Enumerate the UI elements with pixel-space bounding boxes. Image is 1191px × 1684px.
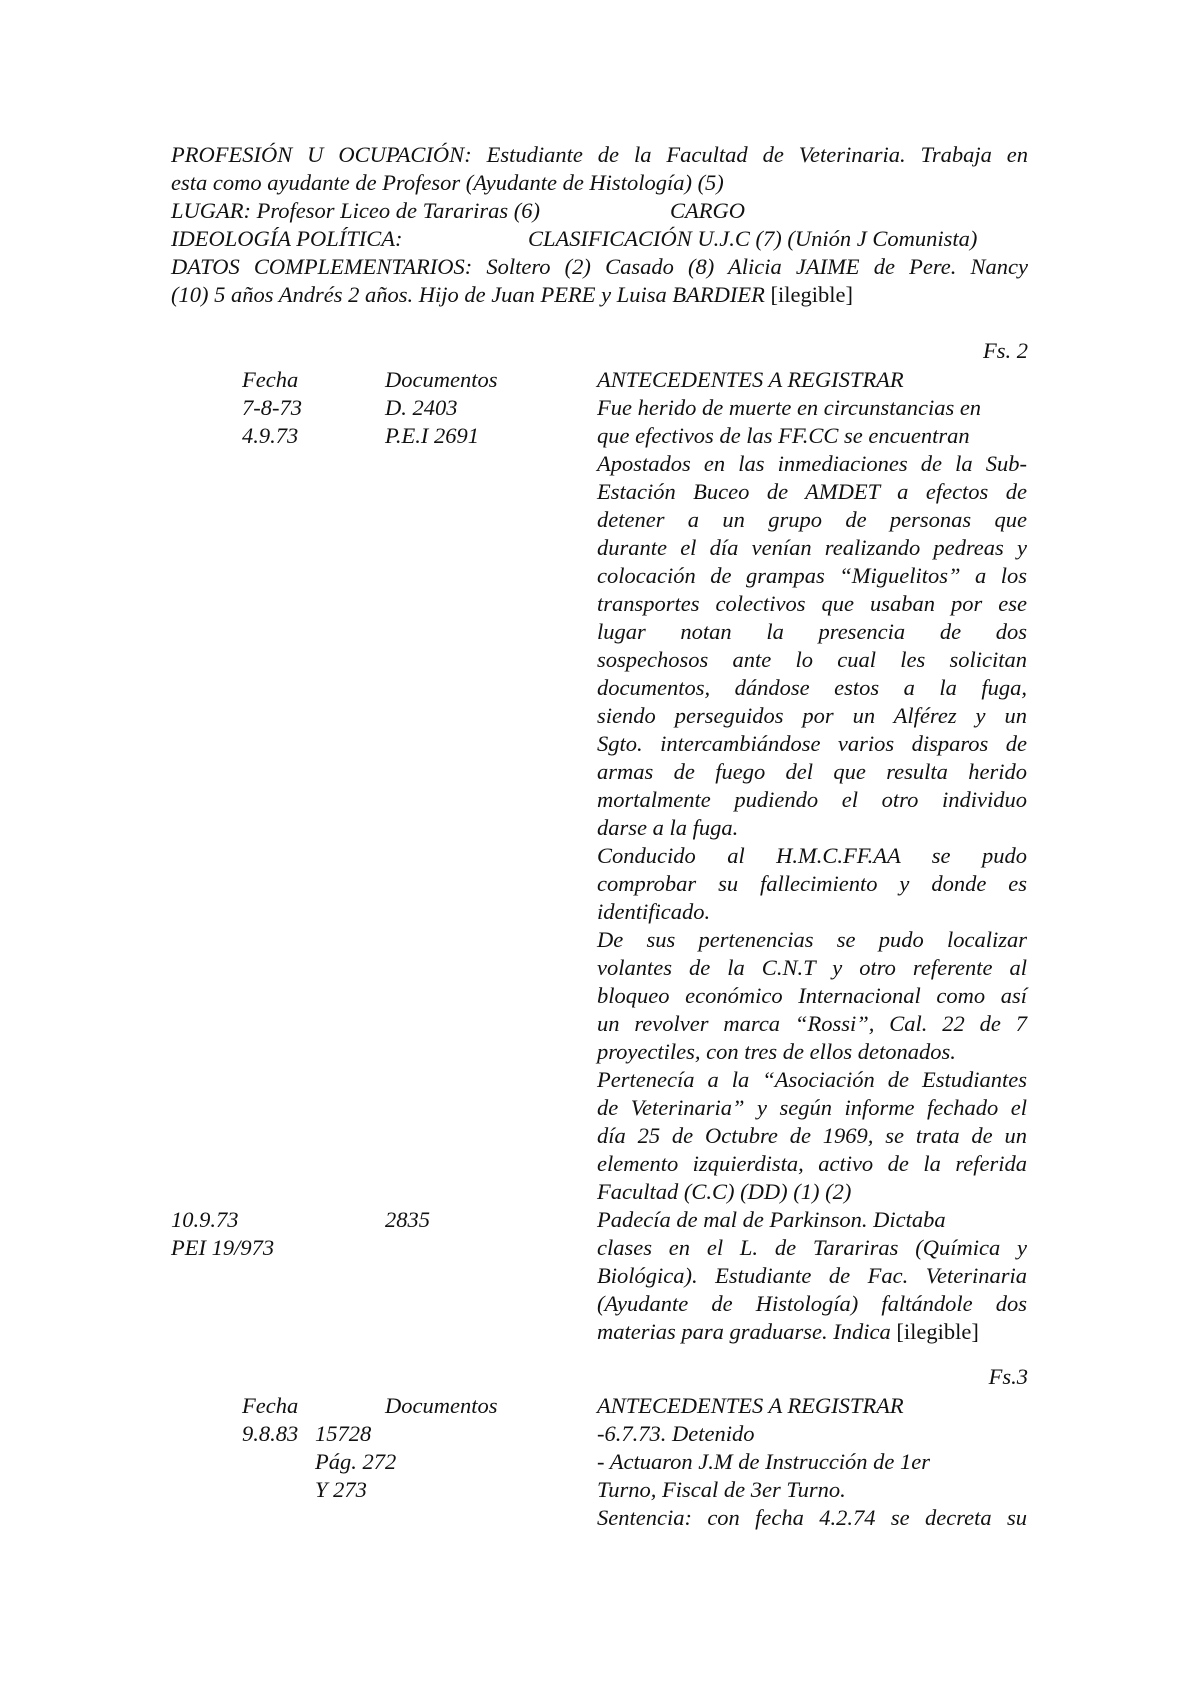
folio-label-fs3: Fs.3 — [988, 1364, 1028, 1389]
antecedentes-text-1 — [597, 394, 1027, 1206]
header-line-occupation: PROFESIÓN U OCUPACIÓN: Estudiante de la Facultad de Veterinaria. Trabaja en — [171, 142, 1028, 167]
text-line: Sentencia: con fecha 4.2.74 se decreta su — [597, 1505, 1027, 1530]
text-line: que efectivos de las FF.CC se encuentran — [597, 423, 970, 448]
text-line: sospechosos ante lo cual les solicitan — [597, 647, 1027, 672]
text-line: Facultad (C.C) (DD) (1) (2) — [597, 1179, 852, 1204]
text-line: comprobar su fallecimiento y donde es — [597, 871, 1027, 896]
entry-document: 15728 — [315, 1421, 372, 1446]
illegible-tag: [ilegible] — [770, 282, 853, 307]
text-line: bloqueo económico Internacional como así — [597, 983, 1027, 1008]
entry-document: P.E.I 2691 — [385, 423, 479, 448]
text-line: mortalmente pudiendo el otro individuo — [597, 787, 1027, 812]
text-line: Turno, Fiscal de 3er Turno. — [597, 1477, 846, 1502]
entry-document: 2835 — [385, 1207, 430, 1232]
folio-label-fs2: Fs. 2 — [983, 338, 1028, 363]
entry-date: 4.9.73 — [242, 423, 299, 448]
text-line-content: materias para graduarse. Indica — [597, 1319, 891, 1344]
text-line: clases en el L. de Tarariras (Química y — [597, 1235, 1027, 1260]
header-line-lugar — [171, 197, 1028, 225]
column-header-documentos: Documentos — [385, 367, 498, 392]
column-header-antecedentes: ANTECEDENTES A REGISTRAR — [597, 1393, 904, 1418]
illegible-tag: [ilegible] — [896, 1319, 979, 1344]
entry-document-page: Y 273 — [315, 1477, 367, 1502]
text-line: (Ayudante de Histología) faltándole dos — [597, 1291, 1027, 1316]
header-clasificacion-text: CLASIFICACIÓN U.J.C (7) (Unión J Comunista) — [528, 226, 978, 251]
header-line-ideologia — [171, 225, 1028, 253]
entry-date: 7-8-73 — [242, 395, 302, 420]
text-line — [597, 1318, 1027, 1346]
text-line: lugar notan la presencia de dos — [597, 619, 1027, 644]
text-line: Conducido al H.M.C.FF.AA se pudo — [597, 843, 1027, 868]
entry-document: D. 2403 — [385, 395, 458, 420]
text-line: Estación Buceo de AMDET a efectos de — [597, 479, 1027, 504]
text-line: colocación de grampas “Miguelitos” a los — [597, 563, 1027, 588]
text-line: Padecía de mal de Parkinson. Dictaba — [597, 1207, 946, 1232]
text-line: durante el día venían realizando pedreas y — [597, 535, 1027, 560]
text-line: Fue herido de muerte en circunstancias en — [597, 395, 982, 420]
text-line: Apostados en las inmediaciones de la Sub- — [597, 451, 1027, 476]
header-line-datos: DATOS COMPLEMENTARIOS: Soltero (2) Casado (8) Alicia JAIME de Pere. Nancy — [171, 254, 1028, 279]
column-header-fecha: Fecha — [242, 1393, 299, 1418]
header-cargo-text: CARGO — [670, 198, 745, 223]
header-line-datos-cont — [171, 281, 1028, 309]
column-header-documentos: Documentos — [385, 1393, 498, 1418]
text-line: Pertenecía a la “Asociación de Estudiantes — [597, 1067, 1027, 1092]
column-header-fecha: Fecha — [242, 367, 299, 392]
column-header-antecedentes: ANTECEDENTES A REGISTRAR — [597, 367, 904, 392]
text-line: identificado. — [597, 899, 711, 924]
header-datos-cont-text: (10) 5 años Andrés 2 años. Hijo de Juan PERE y Luisa BARDIER — [171, 282, 765, 307]
text-line: detener a un grupo de personas que — [597, 507, 1027, 532]
text-line: Sgto. intercambiándose varios disparos de — [597, 731, 1027, 756]
header-line-occupation-cont: esta como ayudante de Profesor (Ayudante de Histología) (5) — [171, 170, 724, 195]
antecedentes-text-3 — [597, 1420, 1027, 1532]
entry-reference: PEI 19/973 — [171, 1235, 275, 1260]
entry-date: 9.8.83 — [242, 1421, 299, 1446]
text-line: proyectiles, con tres de ellos detonados. — [597, 1039, 956, 1064]
header-lugar-text: LUGAR: Profesor Liceo de Tarariras (6) — [171, 198, 540, 223]
antecedentes-text-2 — [597, 1206, 1027, 1346]
entry-date: 10.9.73 — [171, 1207, 239, 1232]
header-ideologia-text: IDEOLOGÍA POLÍTICA: — [171, 226, 403, 251]
text-line: transportes colectivos que usaban por ese — [597, 591, 1027, 616]
text-line: siendo perseguidos por un Alférez y un — [597, 703, 1027, 728]
text-line: De sus pertenencias se pudo localizar — [597, 927, 1027, 952]
text-line: - Actuaron J.M de Instrucción de 1er — [597, 1449, 931, 1474]
entry-document-page: Pág. 272 — [315, 1449, 397, 1474]
text-line: documentos, dándose estos a la fuga, — [597, 675, 1027, 700]
text-line: darse a la fuga. — [597, 815, 739, 840]
header-block — [171, 141, 1028, 309]
text-line: armas de fuego del que resulta herido — [597, 759, 1027, 784]
text-line: -6.7.73. Detenido — [597, 1421, 755, 1446]
text-line: un revolver marca “Rossi”, Cal. 22 de 7 — [597, 1011, 1027, 1036]
text-line: día 25 de Octubre de 1969, se trata de un — [597, 1123, 1027, 1148]
text-line: de Veterinaria” y según informe fechado el — [597, 1095, 1027, 1120]
text-line: volantes de la C.N.T y otro referente al — [597, 955, 1027, 980]
text-line: Biológica). Estudiante de Fac. Veterinaria — [597, 1263, 1027, 1288]
text-line: elemento izquierdista, activo de la referida — [597, 1151, 1027, 1176]
